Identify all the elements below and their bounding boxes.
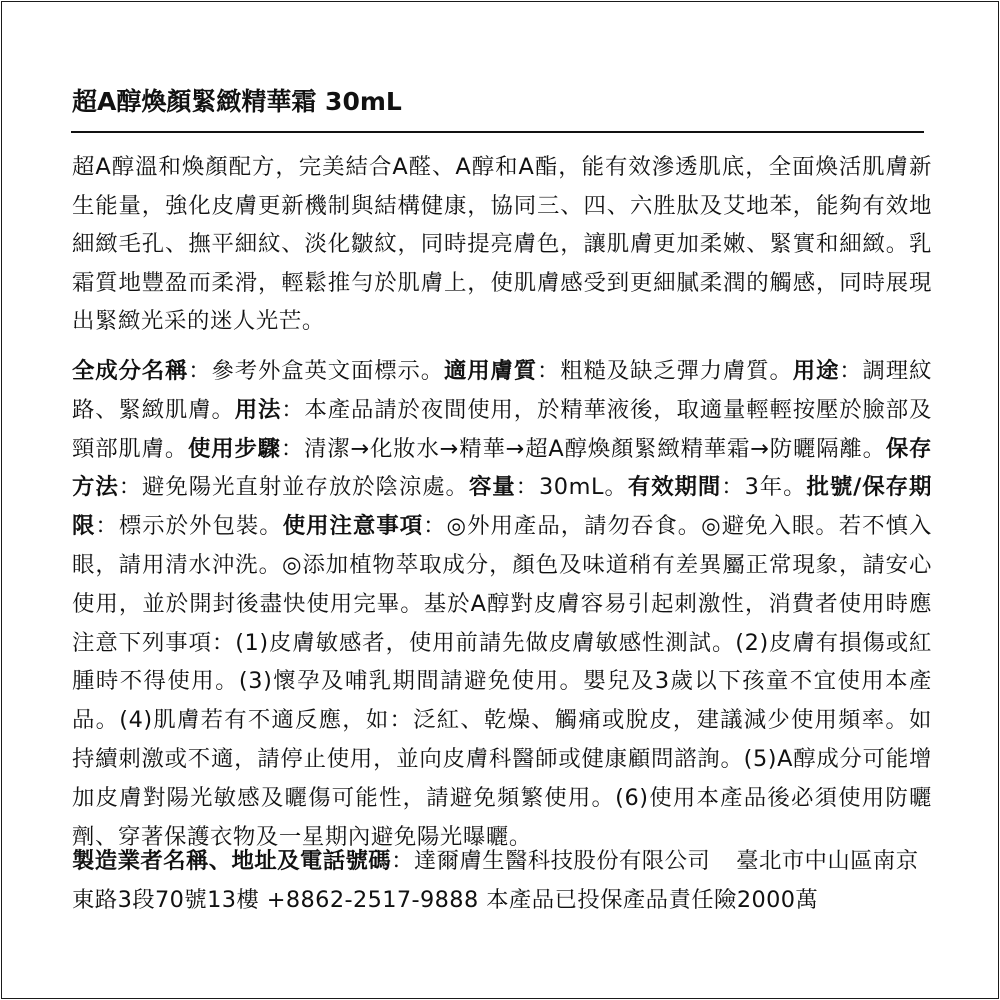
ingredients-value: ：參考外盒英文面標示。: [188, 358, 444, 384]
batch-label: 批號/保存期限: [72, 474, 932, 540]
capacity-value: ：30mL。: [515, 474, 628, 501]
purpose-label: 用途: [792, 358, 840, 384]
steps-value: ：清潔→化妝水→精華→超A醇煥顏緊緻精華霜→防曬隔離。: [280, 435, 886, 462]
storage-label: 保存方法: [72, 435, 933, 501]
usage-value: ：本產品請於夜間使用，於精華液後，取適量輕輕按壓於臉部及頸部肌膚。: [72, 396, 932, 462]
validity-label: 有效期間: [627, 474, 722, 501]
usage-label: 用法: [234, 396, 282, 423]
validity-value: ：3年。: [721, 474, 807, 501]
skin-type-label: 適用膚質: [444, 358, 537, 384]
manufacturer-address: 臺北市中山區南京東路3段70號13樓: [72, 848, 919, 913]
capacity-label: 容量: [468, 474, 516, 501]
manufacturer-label: 製造業者名稱、地址及電話號碼: [72, 848, 392, 874]
notice-value: ：◎外用產品，請勿吞食。◎避免入眼。若不慎入眼，請用清水沖洗。◎添加植物萃取成分，顏色及味道稍有差異屬正常現象，請安心使用，並於開封後盡快使用完畢。基於A醇對皮膚容易引起刺激性，消費者使用時應注意下列事項：(1)皮膚敏感者，使用前請先做皮膚敏感性測試。(2)皮膚有損傷或紅腫時不得使用。(3)懷孕及哺乳期間請避免使用。嬰兒及3歲以下孩童不宜使用本產品。(4)肌膚若有不適反應，如：泛紅、乾燥、觸痛或脫皮，建議減少使用頻率。如持續刺激或不適，請停止使用，並向皮膚科醫師或健康顧問諮詢。(5)A醇成分可能增加皮膚對陽光敏感及曬傷可能性，請避免頻繁使用。(6)使用本產品後必須使用防曬劑、穿著保護衣物及一星期內避免陽光曝曬。: [72, 513, 932, 850]
product-title: 超A醇煥顏緊緻精華霜 30mL: [72, 87, 402, 116]
ingredients-label: 全成分名稱: [72, 358, 189, 384]
storage-value: ：避免陽光直射並存放於陰涼處。: [118, 474, 469, 501]
manufacturer-info: [72, 842, 932, 919]
batch-value: ：標示於外包裝。: [95, 513, 283, 540]
steps-label: 使用步驟: [188, 435, 281, 462]
product-description: 超A醇溫和煥顏配方，完美結合A醛、A醇和A酯，能有效滲透肌底，全面煥活肌膚新生能量，強化皮膚更新機制與結構健康，協同三、四、六胜肽及艾地苯，能夠有效地細緻毛孔、撫平細紋、淡化皺紋，同時提亮膚色，讓肌膚更加柔嫩、緊實和細緻。乳霜質地豐盈而柔滑，輕鬆推勻於肌膚上，使肌膚感受到更細膩柔潤的觸感，同時展現出緊緻光采的迷人光芒。: [72, 154, 932, 334]
notice-label: 使用注意事項: [282, 513, 424, 540]
product-label-page: [1, 1, 999, 999]
skin-type-value: ：粗糙及缺乏彈力膚質。: [537, 358, 793, 384]
product-specifications: [72, 352, 932, 856]
insurance-note: 本產品已投保產品責任險2000萬: [486, 886, 819, 913]
manufacturer-phone: +8862-2517-9888: [266, 886, 479, 913]
title-divider: [71, 131, 924, 133]
purpose-value: ：調理紋路、緊緻肌膚。: [72, 358, 932, 423]
manufacturer-company: ：達爾膚生醫科技股份有限公司: [391, 848, 711, 874]
